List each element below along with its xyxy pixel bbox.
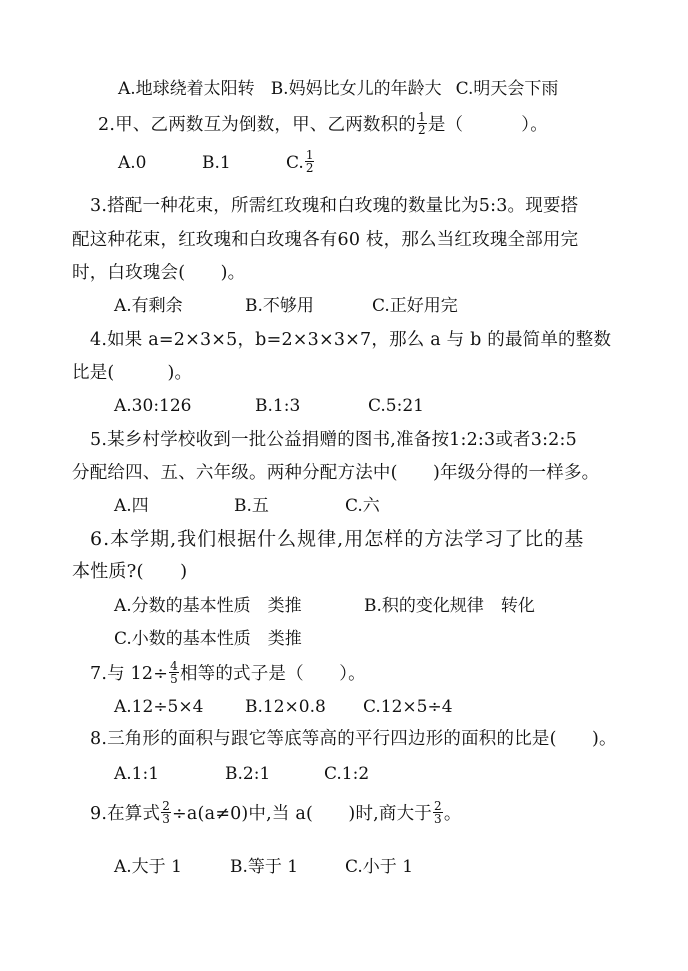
q5-options xyxy=(114,496,380,516)
q2-option-c: C. xyxy=(286,153,304,173)
q3-option-c: C.正好用完 xyxy=(372,296,458,316)
q8-option-a: A.1:1 xyxy=(114,764,160,784)
q6-line2: 本性质?( ) xyxy=(72,561,188,582)
q2-option-c-fraction: $\frac{1}{2}$ xyxy=(305,148,314,175)
q4-line2: 比是( )。 xyxy=(72,363,193,383)
q8-option-c: C.1:2 xyxy=(324,764,370,784)
q7-option-a: A.12÷5×4 xyxy=(114,697,204,717)
q9-fraction-2: $\frac{2}{3}$ xyxy=(434,799,442,826)
q6-options-row2 xyxy=(114,629,302,649)
q3-line3: 时，白玫瑰会( )。 xyxy=(72,263,246,283)
q3-line2: 配这种花束，红玫瑰和白玫瑰各有60 枝，那么当红玫瑰全部用完 xyxy=(72,230,579,250)
q4-options xyxy=(114,396,424,416)
q2-option-b: B.1 xyxy=(202,153,231,173)
q5-line1: 5.某乡村学校收到一批公益捐赠的图书,准备按1:2:3或者3:2:5 xyxy=(90,430,577,450)
q1-option-a: A.地球绕着太阳转 xyxy=(118,79,255,99)
q3-option-a: A.有剩余 xyxy=(114,296,183,316)
q4-option-b: B.1:3 xyxy=(255,396,301,416)
q4-option-a: A.30:126 xyxy=(114,396,192,416)
q6-options-row1 xyxy=(114,596,535,616)
q6-line1: 6.本学期,我们根据什么规律,用怎样的方法学习了比的基 xyxy=(90,528,585,550)
q6-option-a: A.分数的基本性质 类推 xyxy=(114,596,302,616)
q7-option-b: B.12×0.8 xyxy=(245,697,326,717)
q6-option-b: B.积的变化规律 转化 xyxy=(364,596,535,616)
q4-option-c: C.5:21 xyxy=(368,396,424,416)
q8-options xyxy=(114,764,369,784)
q2-option-a: A.0 xyxy=(118,153,147,173)
q3-options xyxy=(114,296,458,316)
q4-line1: 4.如果 a=2×3×5，b=2×3×3×7，那么 a 与 b 的最简单的整数 xyxy=(90,330,612,350)
q9-options xyxy=(114,857,413,877)
q2-stem: 2.甲、乙两数互为倒数，甲、乙两数积的 $\frac{1}{2}$ 是（ ）。 xyxy=(98,110,548,137)
q1-options xyxy=(118,79,558,99)
q2-fraction: $\frac{1}{2}$ xyxy=(418,110,426,137)
q3-option-b: B.不够用 xyxy=(245,296,314,316)
q9-option-b: B.等于 1 xyxy=(230,857,299,877)
q9-option-c: C.小于 1 xyxy=(345,857,414,877)
q3-line1: 3.搭配一种花束，所需红玫瑰和白玫瑰的数量比为5:3。现要搭 xyxy=(90,196,579,216)
q9-stem: 9.在算式 $\frac{2}{3}$ ÷a(a≠0)中,当 a( )时,商大于 $\frac{2}{3}$ 。 xyxy=(90,799,462,826)
q8-option-b: B.2:1 xyxy=(225,764,271,784)
q7-stem: 7.与 12÷ $\frac{4}{5}$ 相等的式子是（ ）。 xyxy=(90,659,366,686)
q9-fraction-1: $\frac{2}{3}$ xyxy=(162,799,171,826)
q7-fraction: $\frac{4}{5}$ xyxy=(170,659,178,686)
q1-option-c: C.明天会下雨 xyxy=(455,79,559,99)
q7-option-c: C.12×5÷4 xyxy=(363,697,453,717)
q8-line1: 8.三角形的面积与跟它等底等高的平行四边形的面积的比是( )。 xyxy=(90,729,617,749)
q5-option-c: C.六 xyxy=(345,496,380,516)
q6-option-c: C.小数的基本性质 类推 xyxy=(114,629,302,649)
q1-option-b: B.妈妈比女儿的年龄大 xyxy=(270,79,442,99)
q7-options xyxy=(114,697,453,717)
q9-option-a: A.大于 1 xyxy=(114,857,182,877)
q5-line2: 分配给四、五、六年级。两种分配方法中( )年级分得的一样多。 xyxy=(72,463,600,483)
q2-options xyxy=(118,148,315,176)
q5-option-b: B.五 xyxy=(234,496,269,516)
q5-option-a: A.四 xyxy=(114,496,149,516)
